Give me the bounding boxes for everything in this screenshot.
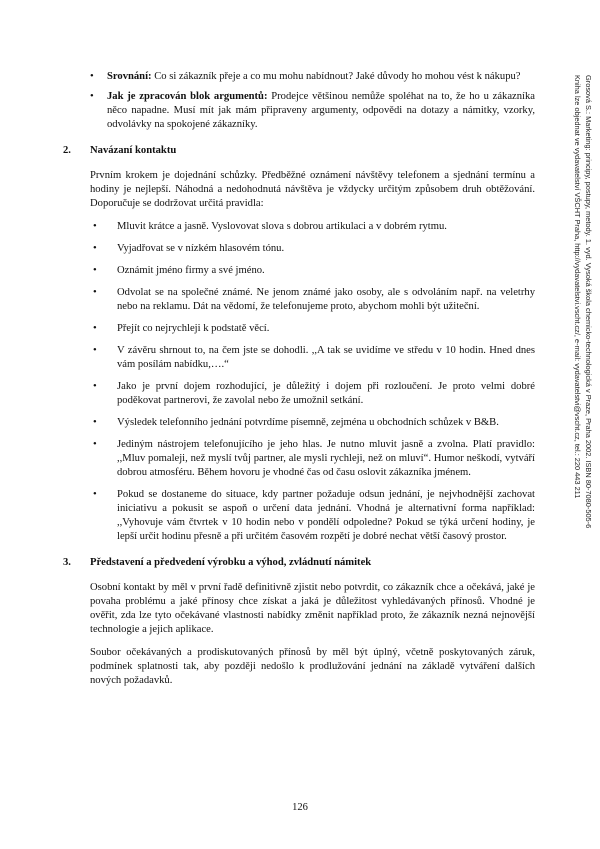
list-item [90, 242, 535, 256]
bullet-colon: : [148, 71, 152, 82]
paragraph: Prvním krokem je dojednání schůzky. Předběžné oznámení návštěvy telefonem a sjednání termínu a hodiny je nejlepší. Náhodná a nedohodnutá návštěva je vždycky určitým způsobem druh obtěžování. Doporučuje se dodržovat určitá pravidla: [90, 170, 535, 209]
list-item-text: V závěru shrnout to, na čem jste se dohodli. ,,A tak se uvidíme ve středu v 10 hodin. Hned dnes vám posílám nabídku,….“ [117, 345, 535, 370]
bullet-icon: • [93, 323, 97, 334]
list-item-text: Výsledek telefonního jednání potvrdíme písemně, zejména u obchodních schůzek v B&B. [117, 417, 499, 428]
list-item [90, 220, 535, 234]
section-title: Představení a předvedení výrobku a výhod, zvládnutí námitek [90, 557, 372, 568]
list-item [90, 90, 535, 132]
section-number: 3. [63, 557, 71, 568]
rules-list [90, 220, 535, 544]
page-content [63, 70, 535, 697]
bullet-term: Jak je zpracován blok argumentů [107, 91, 264, 102]
list-item [90, 438, 535, 480]
page-number: 126 [292, 802, 308, 813]
list-item [90, 380, 535, 408]
list-item-text: Jako je první dojem rozhodující, je důležitý i dojem při rozloučení. Je proto velmi dobré poděkovat partnerovi, že zavolal nebo že umožnil setkání. [117, 381, 535, 406]
list-item-text: Mluvit krátce a jasně. Vyslovovat slova s dobrou artikulaci a v dobrém rytmu. [117, 221, 447, 232]
section-title: Navázaní kontaktu [90, 145, 177, 156]
list-item [90, 286, 535, 314]
bullet-icon: • [93, 221, 97, 232]
list-item [90, 416, 535, 430]
bullet-icon: • [93, 243, 97, 254]
side-citation [560, 75, 594, 535]
bullet-text: Prodejce většinou nemůže spoléhat na to, že ho u zákazníka něco napadne. Musí mít jak mám připraveny argumenty, odpovědi na dotazy a námitky, vzorky, odvolávky na spokojené zákazníky. [107, 91, 535, 130]
list-item-text: Oznámit jméno firmy a své jméno. [117, 265, 265, 276]
list-item-text: Přejít co nejrychleji k podstatě věcí. [117, 323, 270, 334]
bullet-icon: • [93, 439, 97, 450]
bullet-colon: : [263, 91, 268, 102]
section-heading [63, 556, 535, 570]
bullet-icon: • [90, 71, 94, 82]
citation-line: Kniha lze objednat ve vydavatelství VŠCHT Praha, http://vydavatelstvi.vscht.cz/, e-mail: vydavatelstvi@vscht.cz, tel.: 220 443 211 [573, 75, 582, 499]
list-item [90, 488, 535, 544]
bullet-icon: • [93, 417, 97, 428]
bullet-icon: • [93, 345, 97, 356]
paragraph: Soubor očekávaných a prodiskutovaných přínosů by měl být úplný, včetně poskytovaných záruk, podmínek splatnosti tak, aby později nedošlo k prodlužování jednání na základě vytváření dalších nových požadavků. [90, 647, 535, 686]
list-item-text: Vyjadřovat se v nízkém hlasovém tónu. [117, 243, 285, 254]
list-item [90, 322, 535, 336]
list-item [90, 344, 535, 372]
citation-line: Grosová S.: Marketing: principy, postupy, metody. 1. vyd. Vysoká škola chemicko-technologická v Praze, Praha 2002. ISBN 80-7080-505-6 [584, 75, 593, 529]
list-item-text: Odvolat se na společné známé. Ne jenom známé jako osoby, ale s odvoláním např. na veletrhy nebo na reklamu. Dát na vědomí, že telefonujeme proto, abychom mohli být užiteční. [117, 287, 535, 312]
section-heading [63, 144, 535, 158]
list-item-text: Jediným nástrojem telefonujícího je jeho hlas. Je nutno mluvit jasně a zvolna. Platí pravidlo: ,,Mluv pomaleji, než myslí tvůj partner, ale mysli rychleji, než on mluví“. Humor neškodí, vytváří dobrou atmosféru. Během hovoru je vhodné čas od času oslovit zákazníka jménem. [117, 439, 535, 478]
paragraph: Osobní kontakt by měl v první řadě definitivně zjistit nebo potvrdit, co zákazník chce a očekává, jaké je povaha problému a jaké přínosy chce získat a jaká je důležitost vyhledávaných přínosů. Vhodné je ověřit, zda lze tyto očekávané vlastnosti nabídky změnit například proto, že zákazník nezná nejnovější technologie a jejich aplikace. [90, 582, 535, 635]
bullet-icon: • [90, 91, 94, 102]
list-item-text: Pokud se dostaneme do situace, kdy partner požaduje odsun jednání, je nejvhodnější zachovat iniciativu a pokusit se aspoň o určení data jednání. Vhodná je alternativní forma například: ,,Vyhovuje vám čtvrtek v 10 hodin nebo v pondělí odpoledne? Pokud se týká určení hodiny, je lepší určit hodinu přesně a při určitém časovém rozpětí je dobré nechat větší časový prostor. [117, 489, 535, 542]
bullet-icon: • [93, 489, 97, 500]
bullet-icon: • [93, 265, 97, 276]
list-item [90, 70, 535, 84]
bullet-icon: • [93, 381, 97, 392]
bullet-text: Co si zákazník přeje a co mu mohu nabídnout? Jaké důvody ho mohou vést k nákupu? [151, 71, 521, 82]
section-number: 2. [63, 145, 71, 156]
list-item [90, 264, 535, 278]
bullet-icon: • [93, 287, 97, 298]
bullet-term: Srovnání [107, 71, 149, 82]
